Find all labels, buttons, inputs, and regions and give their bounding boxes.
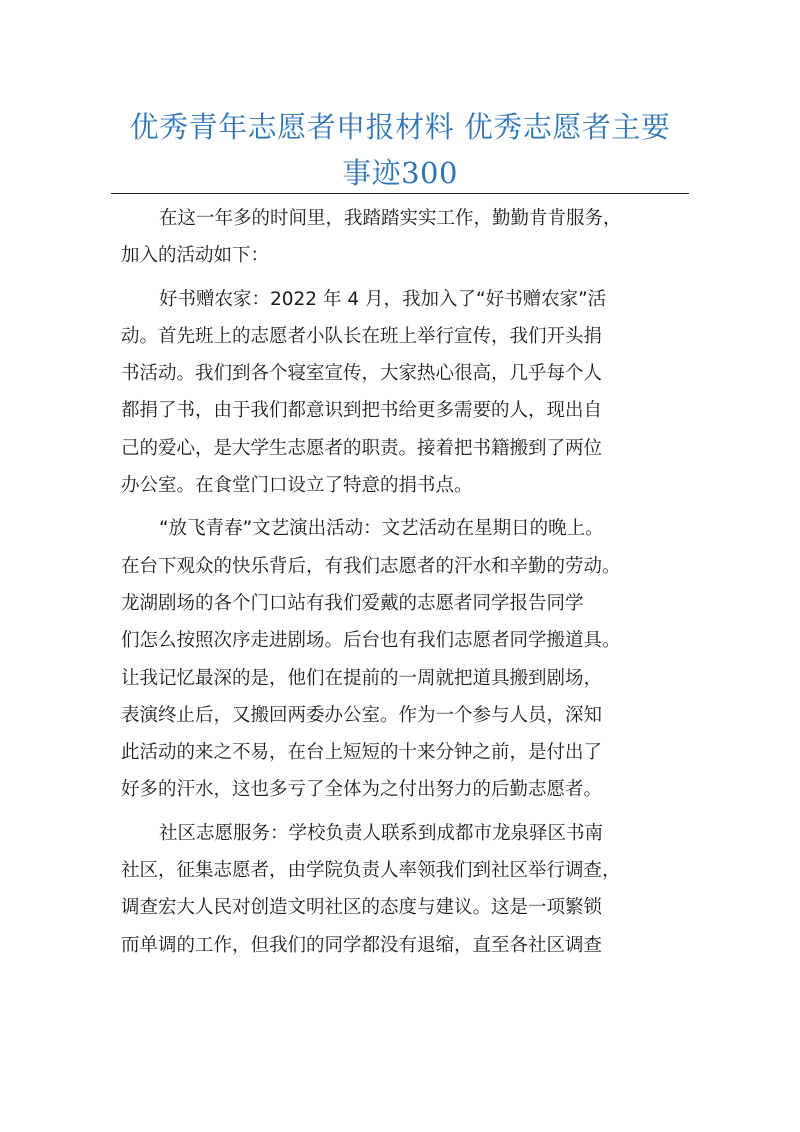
paragraph-line: 们怎么按照次序走进剧场。后台也有我们志愿者同学搬道具。 [121,630,621,652]
paragraph-line: 办公室。在食堂门口设立了特意的捐书点。 [121,475,473,497]
paragraph-line: 书活动。我们到各个寝室宣传，大家热心很高，几乎每个人 [121,363,603,385]
paragraph-line: 好书赠农家：2022 年 4 月，我加入了“好书赠农家”活 [159,288,607,310]
document-title [100,104,700,196]
paragraph-line: 己的爱心，是大学生志愿者的职责。接着把书籍搬到了两位 [121,437,603,459]
paragraph-line: 好多的汗水，这也多亏了全体为之付出努力的后勤志愿者。 [121,779,603,801]
paragraph-line: 在台下观众的快乐背后，有我们志愿者的汗水和辛勤的劳动。 [121,555,621,577]
document-body [121,200,691,964]
paragraph-line: 此活动的来之不易，在台上短短的十来分钟之前，是付出了 [121,742,603,764]
title-line-1: 优秀青年志愿者申报材料 优秀志愿者主要 [129,110,671,144]
paragraph-line: 动。首先班上的志愿者小队长在班上举行宣传，我们开头捐 [121,325,603,347]
paragraph-line: 而单调的工作，但我们的同学都没有退缩，直至各社区调查 [121,934,603,956]
paragraph-line: 都捐了书，由于我们都意识到把书给更多需要的人，现出自 [121,400,603,422]
paragraph-intro [121,200,691,275]
paragraph-performance [121,510,691,808]
title-divider [111,193,689,194]
paragraph-line: 龙湖剧场的各个门口站有我们爱戴的志愿者同学报告同学 [121,592,584,614]
paragraph-community-service [121,815,691,964]
paragraph-book-donation [121,281,691,505]
paragraph-line: 表演终止后，又搬回两委办公室。作为一个参与人员，深知 [121,704,603,726]
paragraph-line: 调查宏大人民对创造文明社区的态度与建议。这是一项繁锁 [121,897,603,919]
paragraph-line: 加入的活动如下： [121,245,270,267]
paragraph-line: “放飞青春”文艺演出活动：文艺活动在星期日的晚上。 [159,518,604,540]
paragraph-line: 社区志愿服务：学校负责人联系到成都市龙泉驿区书南 [159,822,604,844]
paragraph-line: 在这一年多的时间里，我踏踏实实工作，勤勤肯肯服务， [159,208,622,229]
paragraph-line: 社区，征集志愿者，由学院负责人率领我们到社区举行调查， [121,860,621,882]
paragraph-line: 让我记忆最深的是，他们在提前的一周就把道具搬到剧场， [121,667,603,689]
title-line-2: 事迹300 [342,156,458,190]
